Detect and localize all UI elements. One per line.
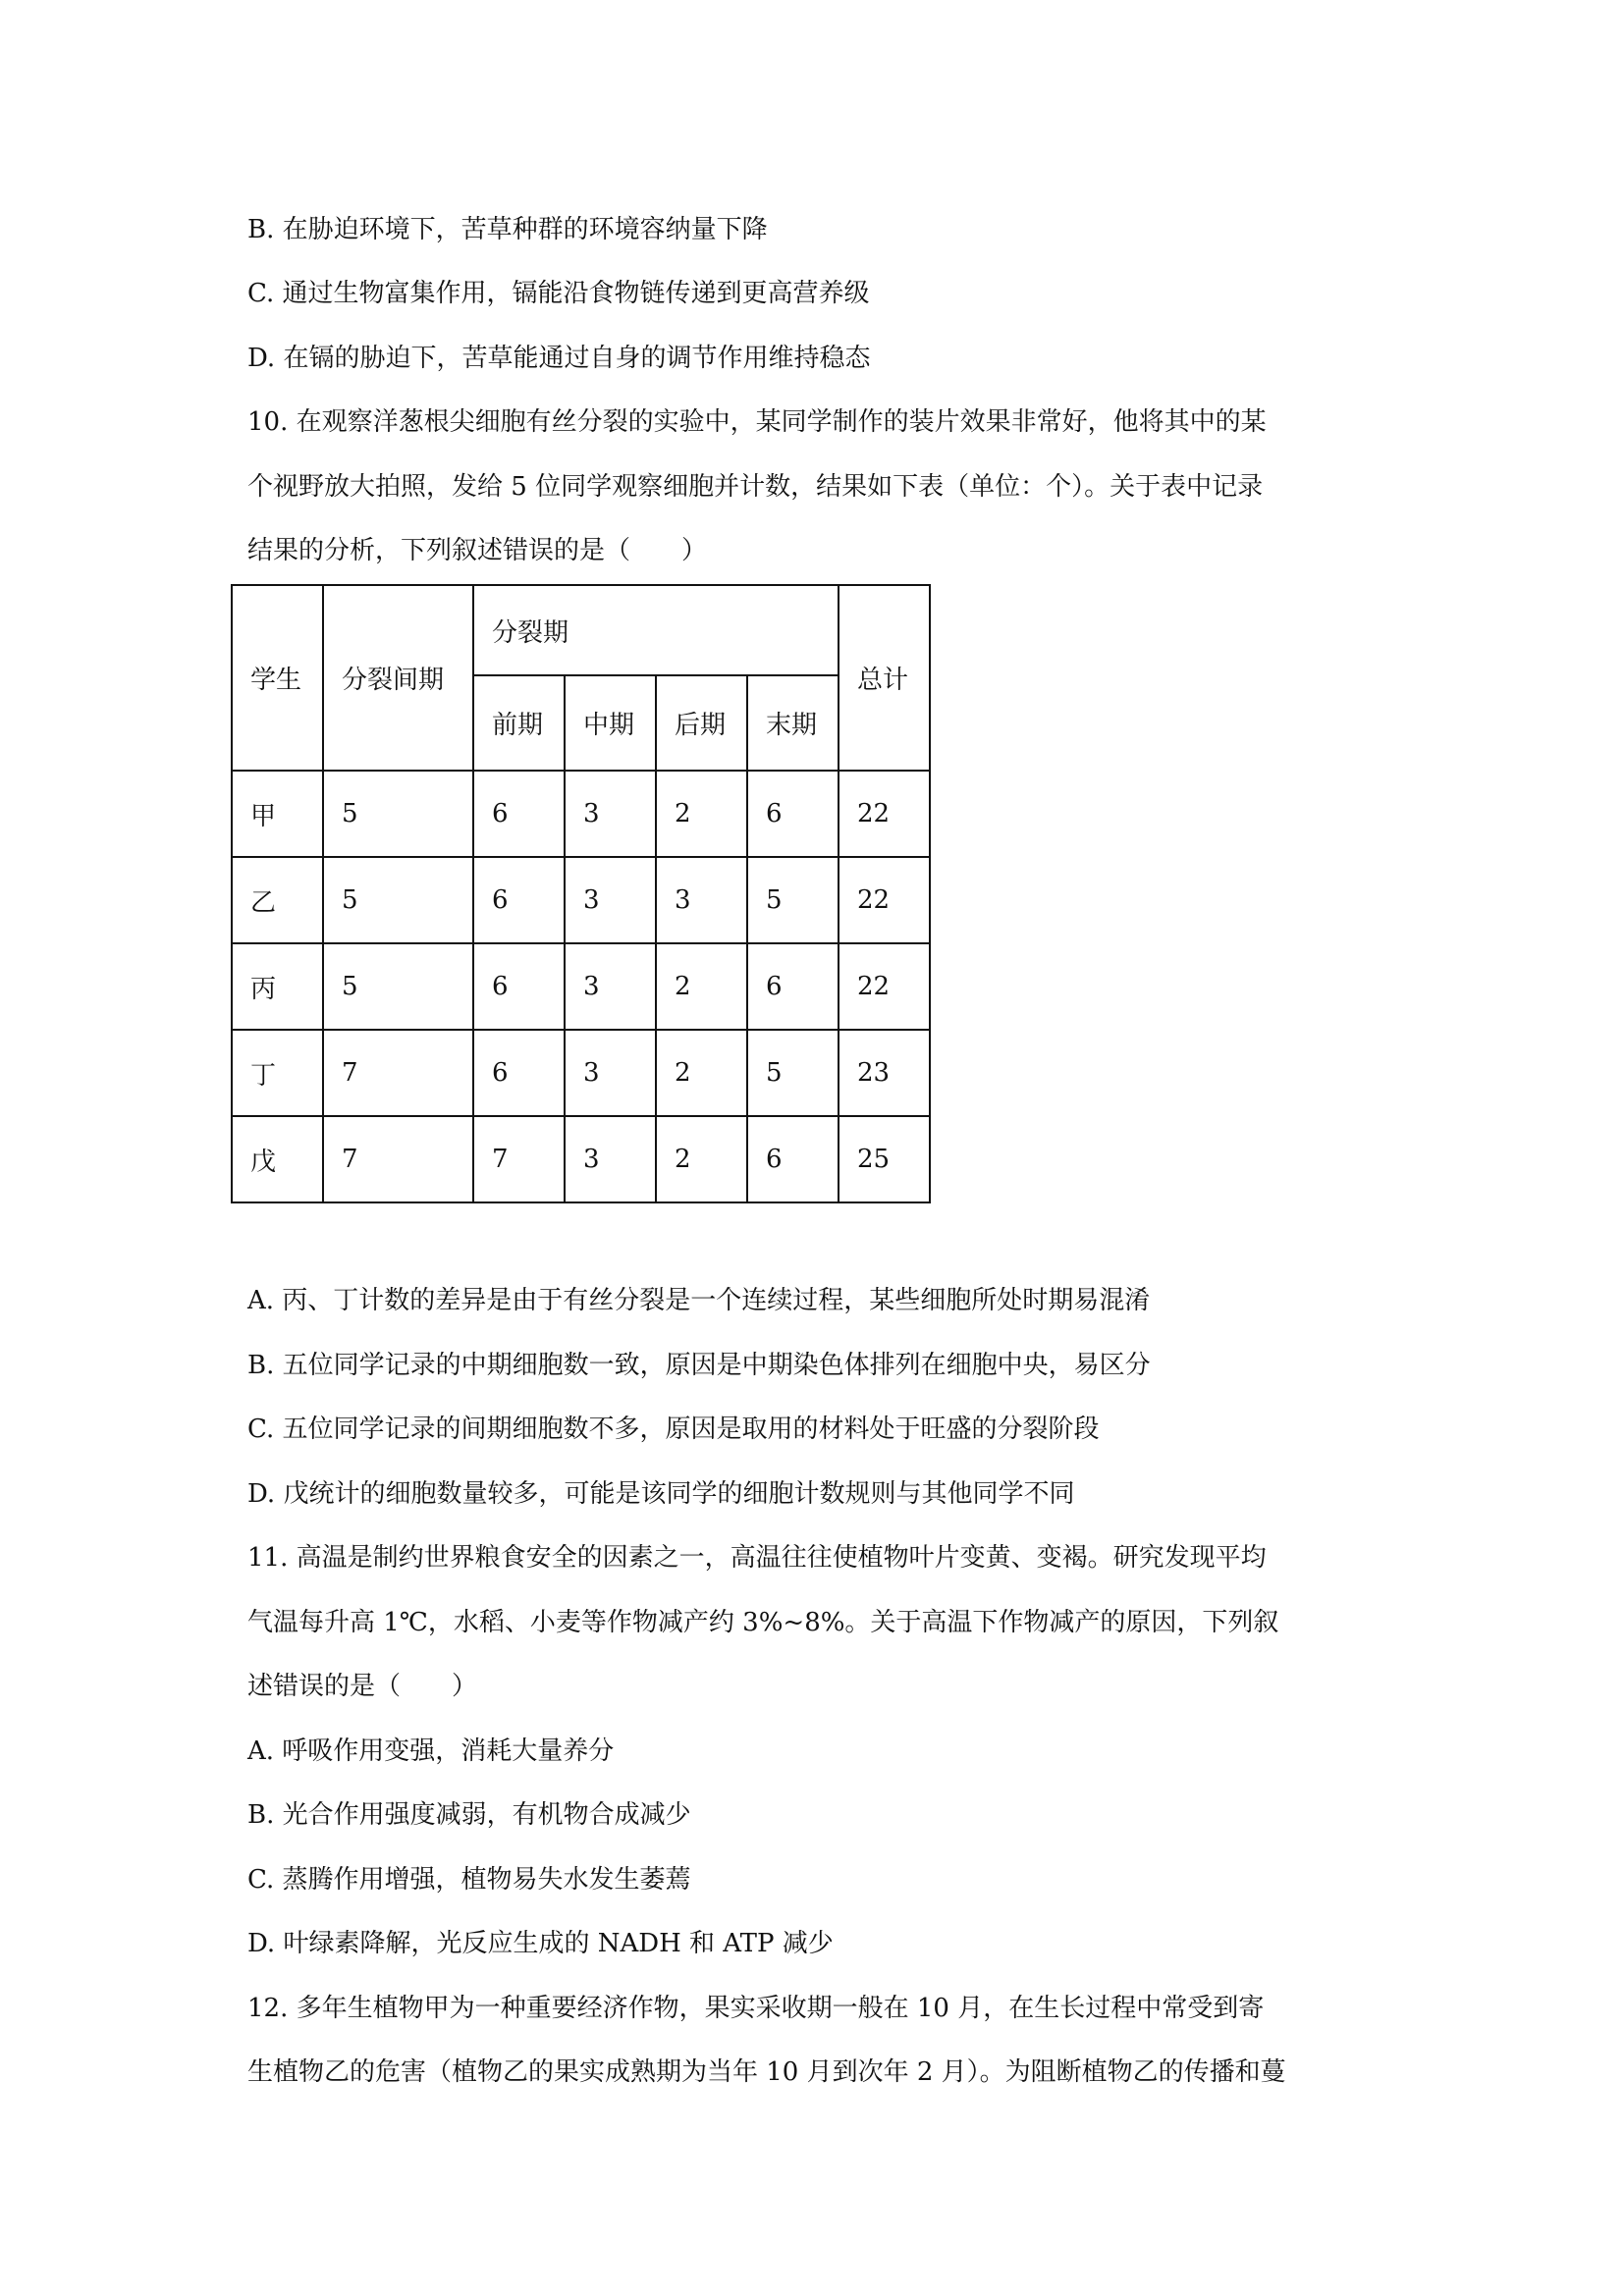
option-b-q11: B. 光合作用强度减弱，有机物合成减少 [247, 1800, 691, 1830]
table-header-row [232, 585, 930, 675]
header-interphase: 分裂间期 [323, 585, 473, 771]
table-cell: 6 [747, 771, 839, 857]
option-c-q11: C. 蒸腾作用增强，植物易失水发生萎蔫 [247, 1865, 691, 1895]
table-cell: 5 [323, 771, 473, 857]
table-cell: 2 [656, 1030, 747, 1116]
table-cell: 5 [747, 857, 839, 943]
table-cell: 6 [747, 943, 839, 1030]
question-10-stem-line-1: 10. 在观察洋葱根尖细胞有丝分裂的实验中，某同学制作的装片效果非常好，他将其中的某 [247, 407, 1267, 437]
table-cell: 3 [565, 1116, 656, 1202]
option-a-q11: A. 呼吸作用变强，消耗大量养分 [247, 1736, 615, 1766]
table-row [232, 771, 930, 857]
table-cell: 3 [565, 943, 656, 1030]
table-cell: 5 [323, 943, 473, 1030]
line-c-option-q9: C. 通过生物富集作用，镉能沿食物链传递到更高营养级 [247, 279, 870, 308]
table-cell: 乙 [232, 857, 323, 943]
table-cell: 7 [323, 1030, 473, 1116]
cell-count-table [231, 584, 931, 1203]
header-anaphase: 后期 [656, 675, 747, 771]
question-11-stem-line-1: 11. 高温是制约世界粮食安全的因素之一，高温往往使植物叶片变黄、变褐。研究发现平均 [247, 1543, 1267, 1573]
header-total: 总计 [839, 585, 930, 771]
table-cell: 6 [473, 1030, 565, 1116]
header-telophase: 末期 [747, 675, 839, 771]
table-cell: 3 [565, 1030, 656, 1116]
table-row [232, 857, 930, 943]
option-d-q10: D. 戊统计的细胞数量较多，可能是该同学的细胞计数规则与其他同学不同 [247, 1479, 1075, 1509]
table-cell: 3 [565, 857, 656, 943]
table-cell: 7 [473, 1116, 565, 1202]
question-10-stem-line-3: 结果的分析，下列叙述错误的是（ ） [247, 536, 708, 565]
table-cell: 6 [473, 771, 565, 857]
table-cell: 22 [839, 771, 930, 857]
table-cell: 3 [565, 771, 656, 857]
table-row [232, 1116, 930, 1202]
question-12-stem-line-1: 12. 多年生植物甲为一种重要经济作物，果实采收期一般在 10 月，在生长过程中常受到寄 [247, 1994, 1265, 2023]
table-cell: 戊 [232, 1116, 323, 1202]
header-student: 学生 [232, 585, 323, 771]
table-cell: 6 [473, 857, 565, 943]
table-cell: 甲 [232, 771, 323, 857]
question-10-stem-line-2: 个视野放大拍照，发给 5 位同学观察细胞并计数，结果如下表（单位：个）。关于表中记录 [247, 472, 1264, 502]
table-cell: 2 [656, 771, 747, 857]
option-b-q10: B. 五位同学记录的中期细胞数一致，原因是中期染色体排列在细胞中央，易区分 [247, 1351, 1151, 1380]
table-cell: 25 [839, 1116, 930, 1202]
table-cell: 2 [656, 1116, 747, 1202]
option-d-q11: D. 叶绿素降解，光反应生成的 NADH 和 ATP 减少 [247, 1929, 834, 1958]
table-cell: 3 [656, 857, 747, 943]
option-a-q10: A. 丙、丁计数的差异是由于有丝分裂是一个连续过程，某些细胞所处时期易混淆 [247, 1286, 1151, 1315]
table-cell: 丁 [232, 1030, 323, 1116]
question-11-stem-line-2: 气温每升高 1℃，水稻、小麦等作物减产约 3%~8%。关于高温下作物减产的原因，下列叙 [247, 1608, 1279, 1637]
header-metaphase: 中期 [565, 675, 656, 771]
line-d-option-q9: D. 在镉的胁迫下，苦草能通过自身的调节作用维持稳态 [247, 344, 871, 373]
table-cell: 6 [747, 1116, 839, 1202]
table-cell: 22 [839, 943, 930, 1030]
table-cell: 丙 [232, 943, 323, 1030]
table-row [232, 1030, 930, 1116]
table-cell: 22 [839, 857, 930, 943]
table-row [232, 943, 930, 1030]
header-division-phase: 分裂期 [473, 585, 839, 675]
option-c-q10: C. 五位同学记录的间期细胞数不多，原因是取用的材料处于旺盛的分裂阶段 [247, 1415, 1100, 1444]
header-prophase: 前期 [473, 675, 565, 771]
table-cell: 5 [323, 857, 473, 943]
table-cell: 7 [323, 1116, 473, 1202]
question-11-stem-line-3: 述错误的是（ ） [247, 1672, 478, 1701]
table-cell: 5 [747, 1030, 839, 1116]
line-b-option-q9: B. 在胁迫环境下，苦草种群的环境容纳量下降 [247, 215, 768, 244]
table-cell: 2 [656, 943, 747, 1030]
table-cell: 23 [839, 1030, 930, 1116]
table-cell: 6 [473, 943, 565, 1030]
question-12-stem-line-2: 生植物乙的危害（植物乙的果实成熟期为当年 10 月到次年 2 月）。为阻断植物乙的传播和蔓 [247, 2057, 1286, 2087]
